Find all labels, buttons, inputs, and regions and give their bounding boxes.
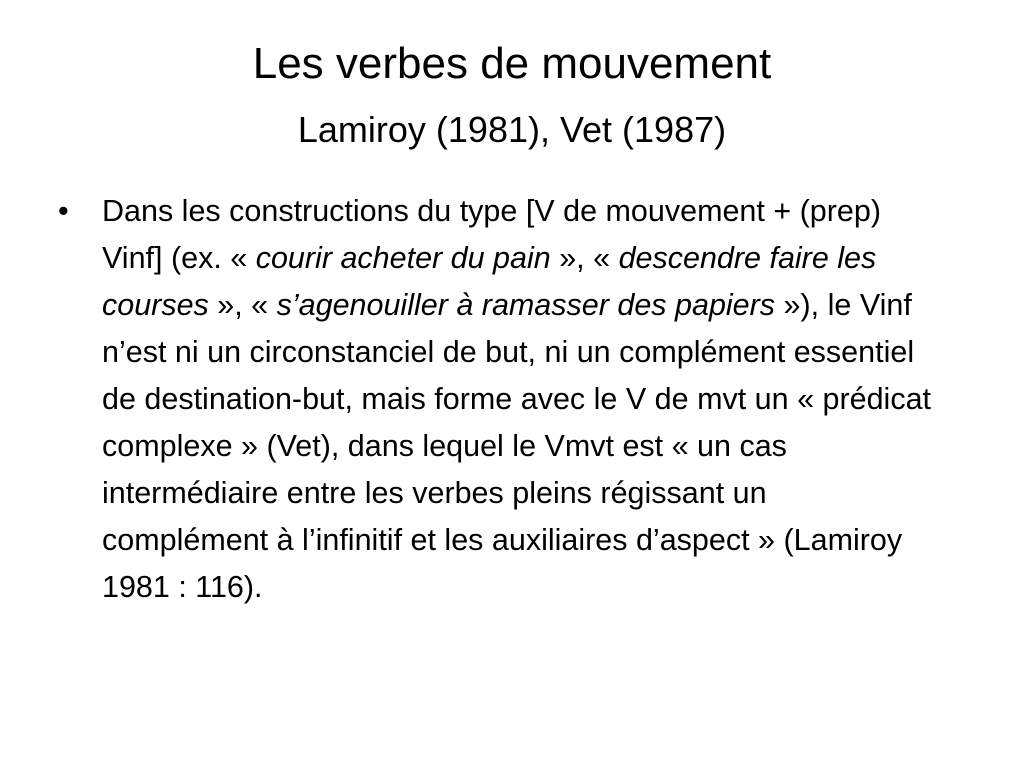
bullet-text-part: », « (550, 241, 619, 275)
bullet-item (58, 188, 938, 611)
example-courir-acheter: courir acheter du pain (255, 241, 551, 275)
bullet-list (58, 188, 938, 611)
slide-subtitle: Lamiroy (1981), Vet (1987) (297, 109, 727, 150)
bullet-text-part: Dans les constructions du type [V de mouvement + (prep) Vinf] (ex. « (102, 194, 881, 275)
example-descendre-faire: descendre faire les courses (102, 241, 877, 322)
bullet-text-part: »), le Vinf n’est ni un circonstanciel de but, ni un complément essentiel de destination-but, mais forme avec le V de mvt un « prédicat complexe » (Vet), dans lequel le Vmvt est « un cas intermédiaire entre les verbes pleins régissant un complément à l’infinitif et les auxiliaires d’aspect » (Lamiroy 1981 : 116). (102, 288, 932, 604)
slide-title: Les verbes de mouvement (252, 39, 772, 88)
bullet-text-part: », « (208, 288, 277, 322)
bullet-text (102, 194, 931, 604)
example-agenouiller: s’agenouiller à ramasser des papiers (276, 288, 776, 322)
bullet-icon: • (58, 194, 69, 228)
